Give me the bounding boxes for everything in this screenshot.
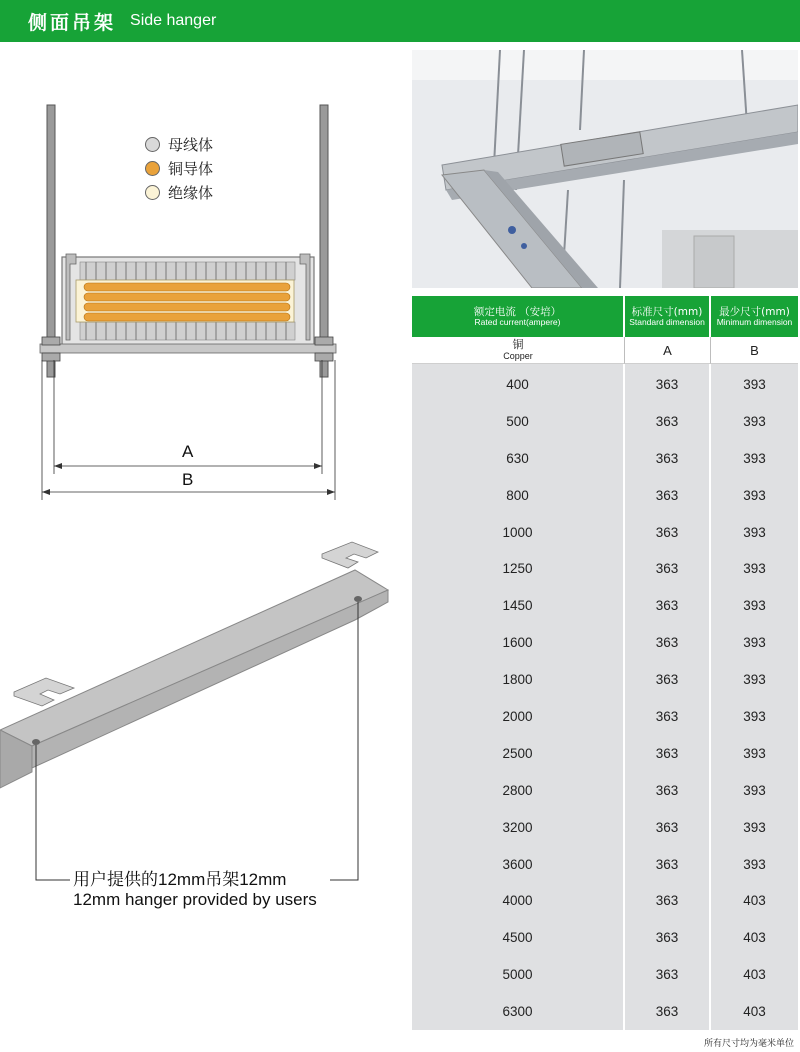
table-cell-a: 363 xyxy=(655,487,679,503)
header-minimum-dimension: 最少尺寸(mm) Minimum dimension xyxy=(716,306,793,327)
table-cell-current: 2500 xyxy=(502,745,533,761)
cross-section-diagram xyxy=(0,42,400,522)
table-subheader xyxy=(412,337,798,364)
table-cell-current: 1000 xyxy=(502,524,533,540)
table-cell-a: 363 xyxy=(655,893,679,909)
legend-item-busway-body xyxy=(145,132,213,156)
header-rated-current: 额定电流 （安培） Rated current(ampere) xyxy=(412,296,625,337)
legend-item-insulator xyxy=(145,180,213,204)
table-cell-a: 363 xyxy=(655,745,679,761)
legend-label: 绝缘体 xyxy=(168,183,214,202)
table-cell-current: 3600 xyxy=(502,856,533,872)
table-cell-b: 393 xyxy=(743,708,766,724)
table-cell-b: 393 xyxy=(743,672,766,688)
table-cell-a: 363 xyxy=(655,782,679,798)
table-cell-current: 800 xyxy=(506,487,529,503)
units-footnote: 所有尺寸均为毫米单位 xyxy=(703,1039,794,1049)
table-cell-b: 393 xyxy=(743,524,766,540)
table-cell-a: 363 xyxy=(655,561,679,577)
table-cell-current: 4000 xyxy=(502,893,533,909)
table-cell-a: 363 xyxy=(655,930,679,946)
table-cell-b: 393 xyxy=(743,745,766,761)
table-cell-current: 1800 xyxy=(502,672,533,688)
table-cell-a: 363 xyxy=(655,413,679,429)
table-cell-a: 363 xyxy=(655,1004,679,1020)
table-cell-a: 363 xyxy=(655,598,679,614)
busway-cross-section-drawing xyxy=(0,42,400,522)
table-cell-b: 393 xyxy=(743,413,766,429)
table-cell-current: 1450 xyxy=(502,598,533,614)
table-cell-a: 363 xyxy=(655,524,679,540)
table-cell-b: 393 xyxy=(743,819,766,835)
legend xyxy=(145,132,213,204)
table-cell-current: 400 xyxy=(506,376,529,392)
table-cell-a: 363 xyxy=(655,819,679,835)
table-cell-current: 6300 xyxy=(502,1004,533,1020)
table-cell-b: 403 xyxy=(743,930,766,946)
subheader-b: B xyxy=(711,337,798,364)
table-cell-b: 403 xyxy=(743,1004,766,1020)
table-cell-a: 363 xyxy=(655,856,679,872)
table-cell-b: 403 xyxy=(743,967,766,983)
header-title-en: Side hanger xyxy=(130,12,217,29)
table-cell-b: 393 xyxy=(743,635,766,651)
table-cell-b: 393 xyxy=(743,450,766,466)
orange-dot-icon xyxy=(145,161,160,176)
table-cell-a: 363 xyxy=(655,672,679,688)
gray-dot-icon xyxy=(145,137,160,152)
column-current xyxy=(412,364,625,1030)
hanger-caption xyxy=(73,870,317,910)
table-cell-current: 4500 xyxy=(502,930,533,946)
legend-item-copper-conductor xyxy=(145,156,213,180)
header-standard-dimension: 标准尺寸(mm) Standard dimension xyxy=(625,296,711,337)
table-cell-a: 363 xyxy=(655,967,679,983)
busway-installation-image xyxy=(412,50,798,288)
table-cell-current: 2800 xyxy=(502,782,533,798)
subheader-a: A xyxy=(625,337,711,364)
table-cell-b: 393 xyxy=(743,487,766,503)
table-cell-current: 5000 xyxy=(502,967,533,983)
table-cell-current: 3200 xyxy=(502,819,533,835)
table-cell-b: 393 xyxy=(743,561,766,577)
dimension-table xyxy=(412,296,798,1030)
cream-dot-icon xyxy=(145,185,160,200)
table-cell-a: 363 xyxy=(655,708,679,724)
table-cell-current: 630 xyxy=(506,450,529,466)
table-cell-b: 403 xyxy=(743,893,766,909)
dimension-a-label: A xyxy=(182,442,194,461)
table-cell-b: 393 xyxy=(743,598,766,614)
table-cell-current: 2000 xyxy=(502,708,533,724)
header-title-cn: 侧面吊架 xyxy=(28,11,117,34)
table-cell-b: 393 xyxy=(743,376,766,392)
caption-line-en: 12mm hanger provided by users xyxy=(73,890,317,909)
table-cell-b: 393 xyxy=(743,856,766,872)
column-b xyxy=(711,364,798,1030)
column-a xyxy=(625,364,711,1030)
dimension-b-label: B xyxy=(182,470,194,489)
table-cell-current: 1600 xyxy=(502,635,533,651)
installation-photo xyxy=(412,50,798,288)
table-cell-a: 363 xyxy=(655,635,679,651)
table-body xyxy=(412,364,798,1030)
caption-line-cn: 用户提供的12mm吊架12mm xyxy=(73,870,287,889)
table-cell-a: 363 xyxy=(655,450,679,466)
table-cell-current: 1250 xyxy=(502,561,533,577)
table-cell-b: 393 xyxy=(743,782,766,798)
legend-label: 母线体 xyxy=(168,135,214,154)
table-header xyxy=(412,296,798,337)
legend-label: 铜导体 xyxy=(168,159,214,178)
table-cell-current: 500 xyxy=(506,413,529,429)
table-cell-a: 363 xyxy=(655,376,679,392)
subheader-material: 铜 Copper xyxy=(412,337,625,364)
section-header xyxy=(0,0,800,42)
